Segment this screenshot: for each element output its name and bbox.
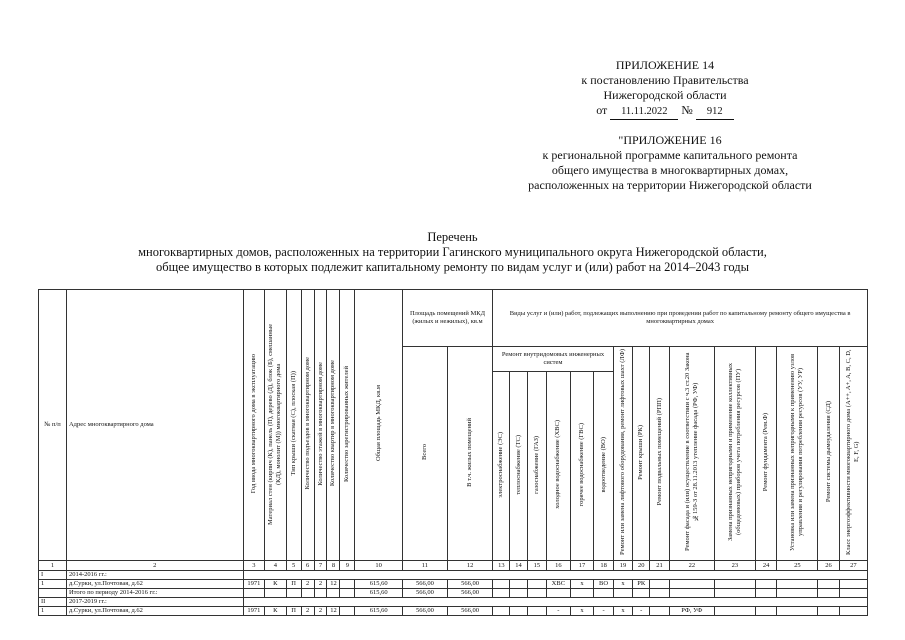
table-cell (650, 580, 669, 589)
table-cell (818, 607, 840, 616)
table-cell (314, 589, 327, 598)
header-roof-repair: Ремонт крыши (РК) (637, 424, 645, 480)
header-num: № п/п (39, 290, 67, 561)
from-label: от (596, 103, 608, 117)
table-cell (669, 580, 714, 589)
total-row (39, 589, 868, 598)
appendix-14-line2: к постановлению Правительства (581, 73, 749, 87)
header-area-group: Площадь помещений МКД (жилых и нежилых), кв.м (402, 290, 492, 347)
table-cell (755, 580, 777, 589)
table-cell: 1 (39, 580, 67, 589)
period-filler (243, 598, 867, 607)
table-cell (301, 589, 314, 598)
table-cell: 566,00 (402, 607, 447, 616)
table-cell (327, 589, 340, 598)
table-cell (714, 589, 755, 598)
header-floors: Количество этажей в многоквартирном доме (316, 361, 324, 486)
header-area-all: Всего (420, 444, 428, 460)
column-number: 8 (327, 561, 340, 571)
column-number: 5 (286, 561, 301, 571)
header-energy-class: Класс энергоэффективности многоквартирного дома (A++, A+, A, B, C, D, E, F, G) (845, 349, 861, 555)
table-cell: 2 (314, 607, 327, 616)
header-drainage: водоотведение (ВО) (599, 436, 607, 493)
table-cell (755, 607, 777, 616)
resolution-number: 912 (696, 104, 734, 120)
column-number: 4 (265, 561, 287, 571)
header-entrances: Количество подъездов в многоквартирном доме (303, 357, 311, 490)
table-cell (493, 589, 510, 598)
column-number: 11 (402, 561, 447, 571)
column-number: 18 (594, 561, 613, 571)
table-cell (818, 589, 840, 598)
table-cell (818, 580, 840, 589)
period-number: I (39, 571, 67, 580)
table-cell (527, 589, 546, 598)
table-cell: 1971 (243, 580, 265, 589)
header-engineering-group: Ремонт внутридомовых инженерных систем (493, 347, 614, 372)
table-cell (594, 589, 613, 598)
houses-table (38, 289, 868, 616)
table-cell (613, 589, 632, 598)
table-cell: - (594, 607, 613, 616)
column-number: 7 (314, 561, 327, 571)
appendix-14-title: ПРИЛОЖЕНИЕ 14 (615, 58, 715, 72)
header-residents: Количество зарегистрированных жителей (343, 365, 351, 482)
column-number: 9 (340, 561, 355, 571)
table-row (39, 607, 868, 616)
table-cell: П (286, 607, 301, 616)
table-row (39, 580, 868, 589)
period-row (39, 571, 868, 580)
period-label: 2014-2016 гг.: (66, 571, 243, 580)
column-number: 23 (714, 561, 755, 571)
table-cell: х (570, 580, 594, 589)
header-hot-water: горячее водоснабжение (ГВС) (578, 422, 586, 507)
header-basement-repair: Ремонт подвальных помещений (РПП) (655, 398, 663, 506)
column-number: 17 (570, 561, 594, 571)
column-number: 3 (243, 561, 265, 571)
table-cell: РФ, УФ (669, 607, 714, 616)
header-material: Материал стен (кирпич (К), панель (П), дерево (Д), блок (Б), смешанные (КД), монолит (М)) многоквартирного дома (267, 322, 283, 525)
table-cell: 566,00 (448, 607, 493, 616)
table-cell: х (613, 580, 632, 589)
document-title (0, 230, 905, 275)
period-label: 2017-2019 гг.: (66, 598, 243, 607)
table-cell (510, 607, 527, 616)
table-cell: 566,00 (402, 580, 447, 589)
table-cell (340, 580, 355, 589)
column-number: 25 (777, 561, 818, 571)
table-cell (650, 589, 669, 598)
table-cell: 615,60 (355, 589, 402, 598)
appendix-16-title: "ПРИЛОЖЕНИЕ 16 (618, 133, 722, 147)
table-body (39, 571, 868, 616)
table-cell (777, 607, 818, 616)
table-cell: 615,60 (355, 580, 402, 589)
table-cell (493, 607, 510, 616)
column-number: 16 (547, 561, 571, 571)
table-cell (633, 589, 650, 598)
column-number: 22 (669, 561, 714, 571)
header-facade: Ремонт фасада и (или) осуществление в соответствии с ч.3 ст.20 Закона №159-З от 28.11.2013 утепление фасада (РФ, УФ) (683, 352, 699, 552)
title-line1: Перечень (427, 230, 478, 244)
table-cell: РК (633, 580, 650, 589)
table-cell: 615,60 (355, 607, 402, 616)
column-number: 6 (301, 561, 314, 571)
table-cell: х (613, 607, 632, 616)
appendix-14-line3: Нижегородской области (603, 88, 727, 102)
column-number: 2 (66, 561, 243, 571)
header-total-area: Общая площадь МКД, кв.м (374, 385, 382, 462)
table-cell (39, 589, 67, 598)
period-number: II (39, 598, 67, 607)
table-cell: К (265, 580, 287, 589)
header-control-nodes: Установка или замена признанных непригодными к применению узлов управления и регулирования потребления ресурсов (УУ, УР) (789, 353, 805, 551)
period-row (39, 598, 868, 607)
header-year: Год ввода многоквартирного дома в эксплуатацию (249, 353, 257, 494)
table-cell (669, 589, 714, 598)
table-cell (340, 589, 355, 598)
table-cell: 2 (301, 580, 314, 589)
address-cell: Итого по периоду 2014-2016 гг.: (66, 589, 243, 598)
table-cell (340, 607, 355, 616)
appendix-16-line2: к региональной программе капитального ремонта (542, 148, 798, 162)
header-gas: газоснабжение (ГАЗ) (532, 435, 540, 494)
table-cell (265, 589, 287, 598)
table-cell (755, 589, 777, 598)
table-cell (510, 589, 527, 598)
table-cell (714, 580, 755, 589)
table-cell: 12 (327, 580, 340, 589)
header-works-group: Виды услуг и (или) работ, подлежащих выполнению при проведении работ по капитальному ремонту общего имущества в многоквартирных домах (493, 290, 868, 347)
header-foundation: Ремонт фундамента (Рем.Ф) (762, 412, 770, 492)
header-electric: электроснабжение (ЭС) (497, 431, 505, 498)
appendix-14-block (520, 58, 810, 120)
appendix-16-line4: расположенных на территории Нижегородской области (528, 178, 812, 192)
table-cell (570, 589, 594, 598)
column-number: 14 (510, 561, 527, 571)
period-filler (243, 571, 867, 580)
table-cell (547, 589, 571, 598)
table-cell: - (547, 607, 571, 616)
table-cell (527, 580, 546, 589)
column-number: 1 (39, 561, 67, 571)
table-cell: 566,00 (448, 589, 493, 598)
column-number: 20 (633, 561, 650, 571)
column-number: 10 (355, 561, 402, 571)
table-cell: 1 (39, 607, 67, 616)
column-number: 19 (613, 561, 632, 571)
address-cell: д.Сурки, ул.Почтовая, д.62 (66, 607, 243, 616)
address-cell: д.Сурки, ул.Почтовая, д.62 (66, 580, 243, 589)
table-cell: 2 (314, 580, 327, 589)
table-cell (243, 589, 265, 598)
appendix-16-line3: общего имущества в многоквартирных домах, (551, 163, 789, 177)
table-cell: 1971 (243, 607, 265, 616)
column-number: 15 (527, 561, 546, 571)
table-cell (493, 580, 510, 589)
table-cell: 12 (327, 607, 340, 616)
column-number: 21 (650, 561, 669, 571)
table-cell (839, 589, 867, 598)
appendix-14-date-line (520, 103, 810, 120)
table-cell: 566,00 (402, 589, 447, 598)
table-cell: 566,00 (448, 580, 493, 589)
table-cell (777, 589, 818, 598)
column-number: 27 (839, 561, 867, 571)
header-smoke: Ремонт системы дымоудаления (СД) (824, 401, 832, 503)
header-flats: Количество квартир в многоквартирном доме (329, 360, 337, 487)
header-meters: Замена признанных непригодными и применение коллективных (общедомовых) приборов учета потребления ресурсов (ПУ) (726, 362, 742, 542)
table-cell (286, 589, 301, 598)
column-number: 26 (818, 561, 840, 571)
table-cell (839, 580, 867, 589)
table-cell: П (286, 580, 301, 589)
header-area-living: В т.ч. жилых помещений (466, 417, 474, 487)
header-heat: теплоснабжение (ТС) (514, 434, 522, 495)
title-line2: многоквартирных домов, расположенных на территории Гагинского муниципального округа Нижегородской области, (138, 245, 767, 259)
table-cell (777, 580, 818, 589)
table-cell (714, 607, 755, 616)
table-cell: х (570, 607, 594, 616)
table-cell (510, 580, 527, 589)
table-cell: ВО (594, 580, 613, 589)
table-cell: 2 (301, 607, 314, 616)
header-roof-type: Тип крыши (скатная (С), плоская (П)) (289, 371, 297, 476)
column-number-row (39, 561, 868, 571)
table-cell (527, 607, 546, 616)
column-number: 13 (493, 561, 510, 571)
title-line3: общее имущество в которых подлежит капитальному ремонту по видам услуг и (или) работ на 2014–2043 годы (156, 260, 749, 274)
column-number: 24 (755, 561, 777, 571)
table-cell (839, 607, 867, 616)
table-cell (650, 607, 669, 616)
table-cell: - (633, 607, 650, 616)
resolution-date: 11.11.2022 (610, 104, 678, 120)
appendix-16-block (500, 133, 840, 193)
column-number: 12 (448, 561, 493, 571)
table-cell: ХВС (547, 580, 571, 589)
header-cold-water: холодное водоснабжение (ХВС) (554, 420, 562, 510)
header-lift: Ремонт или замена лифтового оборудования, ремонт лифтовых шахт (ЛФ) (618, 349, 626, 555)
number-sign: № (681, 103, 693, 117)
header-address: Адрес многоквартирного дома (66, 290, 243, 561)
table-cell: К (265, 607, 287, 616)
